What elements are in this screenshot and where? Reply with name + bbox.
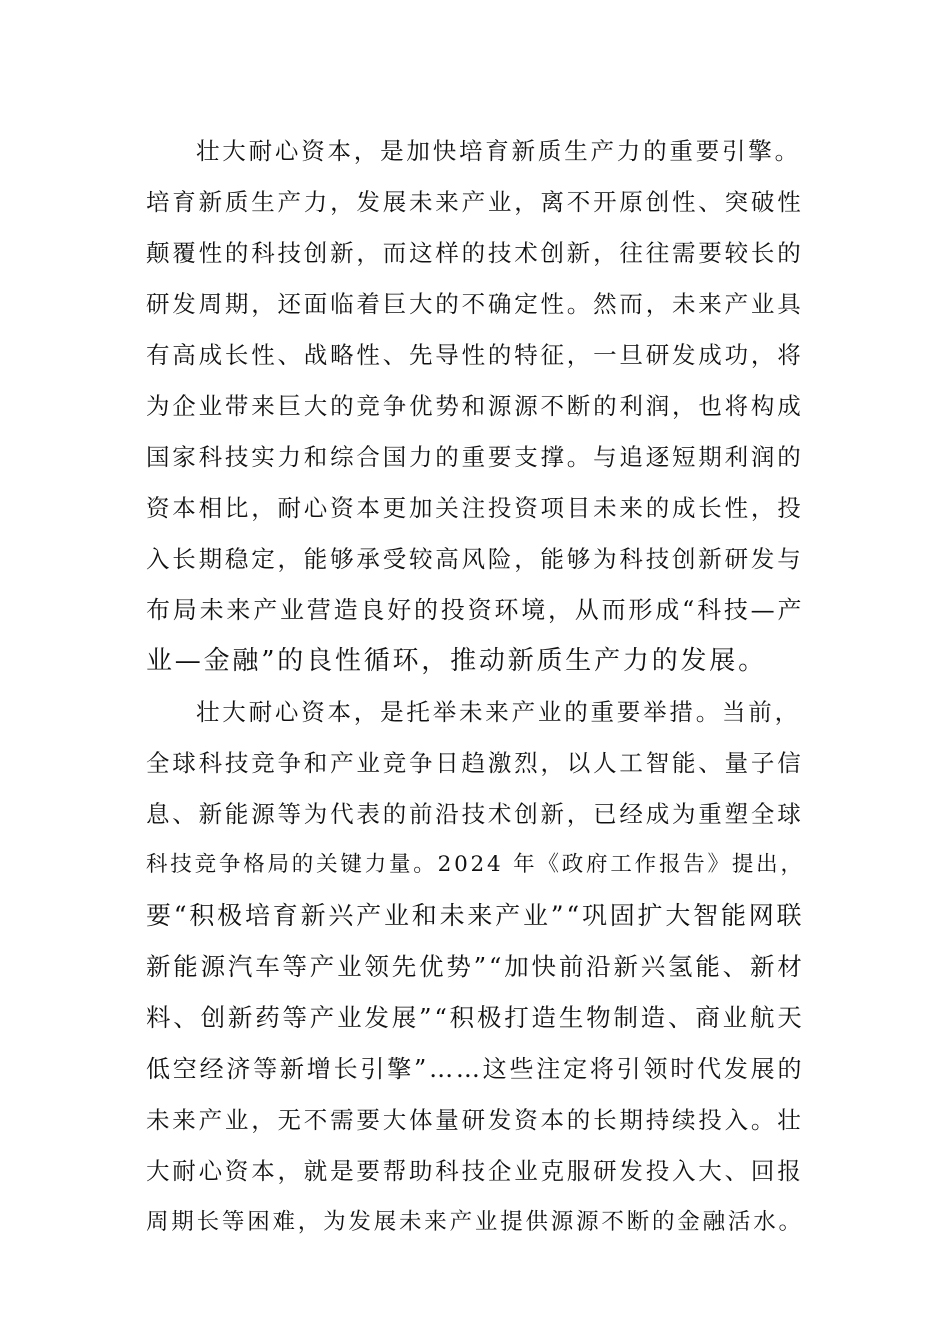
text-line: 国家科技实力和综合国力的重要支撑。与追逐短期利润的 <box>146 443 804 471</box>
text-line: 业—金融”的良性循环，推动新质生产力的发展。 <box>146 646 767 676</box>
text-line: 为企业带来巨大的竞争优势和源源不断的利润，也将构成 <box>146 392 804 420</box>
text-line: 布局未来产业营造良好的投资环境，从而形成“科技—产 <box>146 596 805 624</box>
text-line: 要“积极培育新兴产业和未来产业”“巩固扩大智能网联 <box>146 901 805 930</box>
text-line: 周期长等困难，为发展未来产业提供源源不断的金融活水。 <box>146 1209 804 1235</box>
text-line: 培育新质生产力，发展未来产业，离不开原创性、突破性 <box>146 188 804 216</box>
text-line: 壮大耐心资本，是托举未来产业的重要举措。当前， <box>196 698 801 726</box>
text-line: 有高成长性、战略性、先导性的特征，一旦研发成功，将 <box>146 341 804 369</box>
text-line: 低空经济等新增长引擎”……这些注定将引领时代发展的 <box>146 1055 805 1083</box>
text-line: 新能源汽车等产业领先优势”“加快前沿新兴氢能、新材 <box>146 952 805 981</box>
text-line: 息、新能源等为代表的前沿技术创新，已经成为重塑全球 <box>146 800 804 828</box>
text-line: 大耐心资本，就是要帮助科技企业克服研发投入大、回报 <box>146 1157 804 1185</box>
text-line: 全球科技竞争和产业竞争日趋激烈，以人工智能、量子信 <box>146 749 804 777</box>
text-line: 资本相比，耐心资本更加关注投资项目未来的成长性，投 <box>146 494 804 522</box>
text-line: 未来产业，无不需要大体量研发资本的长期持续投入。壮 <box>146 1106 804 1134</box>
text-line: 壮大耐心资本，是加快培育新质生产力的重要引擎。 <box>196 137 801 165</box>
text-line: 研发周期，还面临着巨大的不确定性。然而，未来产业具 <box>146 290 804 318</box>
text-line: 入长期稳定，能够承受较高风险，能够为科技创新研发与 <box>146 545 804 573</box>
text-line: 科技竞争格局的关键力量。2024 年《政府工作报告》提出， <box>146 852 805 877</box>
text-line: 颠覆性的科技创新，而这样的技术创新，往往需要较长的 <box>146 239 804 267</box>
text-line: 料、创新药等产业发展”“积极打造生物制造、商业航天 <box>146 1003 805 1032</box>
